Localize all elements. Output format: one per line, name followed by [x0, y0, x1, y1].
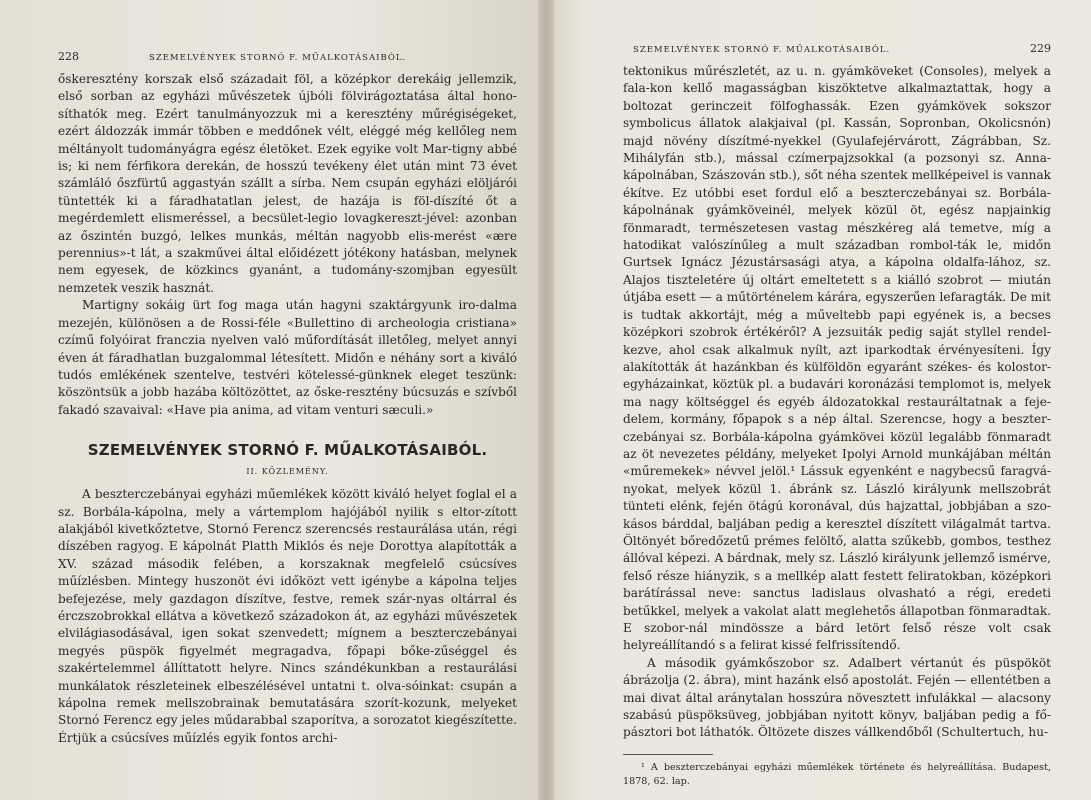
left-paragraph-3: A beszterczebányai egyházi műemlékek között kiváló helyet foglal el a sz. Borbála-kápolna, mely a vártemplom hajójából nyilik s eltor-zított alakjából kivetkőztetve, Stornó Ferencz szerencsés restaurálása után, régi díszében ragyog. E kápolnát Platth Miklós és neje Dorottya alapították a XV. század második felében, a korszaknak megfelelő csúcsíves műízlésben. Mintegy huszonöt évi időközt vett igénybe a kápolna teljes befejezése, mely gazdagon díszítve, festve, remek szár-nyas oltárral és érczszobrokkal ellátva a következő századokon át, az egyházi művészetek elvilágiasodásával, igen sokat szenvedett; mígnem a beszterczebányai megyés püspök figyelmét megragadva, főpapi bőke-zűséggel és szakértelemmel állíttatott helyre. Nincs szándékunkban a restaurálási munkálatok részleteinek elbeszélésével untatni t. olva-sóinkat: csupán a kápolna remek mellszobrainak bemutatására szorít-kozunk, melyeket Stornó Ferencz egy jeles műdarabbal szaporítva, a sorozatot kiegészítette. Értjük a csúcsíves műízlés egyik fontos archi- — [58, 487, 517, 745]
left-page-number: 228 — [58, 50, 79, 63]
section-subtitle: II. KÖZLEMÉNY. — [246, 467, 329, 477]
right-paragraph-2: A második gyámkőszobor sz. Adalbert vértanút és püspököt ábrázolja (2. ábra), mint hazánk első apostolát. Fején — ellentétben a mai divat által aránytalan hosszúra növesztett infulákkal — alacsony szabású püspöksüveg, jobbjában nyitott könyv, baljában pedig a fő-pásztori bot láthatók. Öltözete diszes vállkendőből (Schultertuch, hu- — [623, 655, 1051, 740]
book-gutter — [538, 0, 554, 800]
right-paragraph-1: tektonikus műrészletét, az u. n. gyámköveket (Consoles), melyek a fala-kon kellő magasságban kiszöktetve alkalmaztattak, hogy a boltozat gerinczeit fölfoghassák. Ezen gyámkövek sokszor symbolicus állatok alakjaival (pl. Kassán, Sopronban, Okolicsnón) majd növény díszítmé-nyekkel (Gyulafejérvárott, Zágrábban, Sz. Mihályfán stb.), mással czímerpajzsokkal (a pozsonyi sz. Anna-kápolnában, Szászován stb.), sőt néha szentek mellképeivel is vannak ékítve. Ez utóbbi eset fordul elő a beszterczebányai sz. Borbála-kápolnának gyámköveinél, melyek közül öt, egész napjainkig fönmaradt, természetesen vastag mészkéreg alá temetve, míg a hatodikat valószínűleg a mult században rombol-ták le, midőn Gurtsek Ignácz Jézustársasági atya, a kápolna oldalfa-lához, sz. Alajos tiszteletére új oltárt emeltetett s a kiálló szobrot — miután útjába esett — a műtörténelem kárára, egyszerűen lefaragták. De mit is tudtak akkortájt, még a műveltebb papi egyének is, a becses középkori szobrok értékéről? A jezsuiták pedig saját styllel rendel-kezve, ahol csak alkalmuk nyílt, azt iparkodtak érvényesíteni. Így alakították át hazánkban és külföldön egyaránt székes- és kolostor-egyházainkat, köztük pl. a budavári koronázási templomot is, melyek ma nagy költséggel és egyéb áldozatokkal restauráltatnak a feje-delem, kormány, főpapok s a nép által. Szerencse, hogy a beszter-czebányai sz. Borbála-kápolna gyámkövei közül legalább fönmaradt az öt nevezetes példány, melyeket Ipolyi Arnold munkájában méltán «műremekek» névvel jelöl.¹ Lássuk egyenként e nagybecsű faragvá-nyokat, melyek közül 1. ábránk sz. László királyunk mellszobrát tünteti elénk, fején ötágú koronával, dús hajzattal, jobbjában a szo-kásos bárddal, baljában pedig a keresztel díszített világalmát tartva. Öltönyét bőredőzetű prémes felöltő, alatta szűkebb, gombos, testhez állóval képezi. A bárdnak, mely sz. László királyunk jellemző ismérve, felső része hiányzik, s a mellkép alatt festett feliratokban, középkori barátírással neve: sanctus ladislaus olvasható a régi, eredeti betűkkel, melyek a vakolat alatt meglehetős állapotban fönmaradtak. E szobor-nál mindössze a bárd letört felső része volt csak helyreállítandó s a felirat kissé felfrissítendő. — [623, 64, 1051, 653]
left-page — [0, 0, 545, 800]
right-page — [545, 0, 1091, 800]
left-paragraph-2: Martigny sokáig ürt fog maga után hagyni szaktárgyunk iro-dalma mezején, különösen a de Rossi-féle «Bullettino di archeologia cristiana» czímű folyóirat franczia nyelven való műfordítását illetőleg, melyet annyi éven át fáradhatlan buzgalommal létesített. Midőn e néhány sort a kiváló tudós emlékének szentelve, testvéri kötelessé-günknek eleget teszünk: köszöntsük a jobb hazába költözöttet, az őske-resztény búcsuzás e szívből fakadó szavaival: «Have pia anima, ad vitam venturi sæculi.» — [58, 298, 517, 417]
right-running-head — [623, 42, 1051, 55]
footnote: ¹ A beszterczebányai egyházi műemlékek története és helyreállítása. Budapest, 1878, 62. lap. — [623, 761, 1051, 787]
left-running-title: SZEMELVÉNYEK STORNÓ F. MŰALKOTÁSAIBÓL. — [149, 53, 407, 63]
section-title: SZEMELVÉNYEK STORNÓ F. MŰALKOTÁSAIBÓL. — [87, 441, 488, 460]
right-running-title: SZEMELVÉNYEK STORNÓ F. MŰALKOTÁSAIBÓL. — [633, 45, 891, 55]
left-running-head — [58, 50, 517, 63]
right-page-number: 229 — [1030, 42, 1051, 55]
left-paragraph-1: őskeresztény korszak első századait föl, a középkor derekáig jellemzik, első sorban az egyházi művészetek újbóli fölvirágoztatása által hono-síthatók meg. Ezért tanulmányozzuk mi a keresztény műrégiségeket, ezért áldozzák immár többen e meddőnek vélt, eléggé még kellőleg nem méltányolt tudományágra egész életöket. Ezek egyike volt Mar-tigny abbé is; ki nem férfikora derekán, de hosszú tevékeny élet után mint 73 évet számláló őszfürtű aggastyán szállt a sírba. Nem csupán egyházi elöljárói tüntették ki a fáradhatatlan jelest, de hazája is föl-díszíté őt a megérdemlett elismeréssel, a becsület-legio lovagkereszt-jével: azonban az őszintén buzgó, lelkes munkás, méltán nagyobb elis-merést «ære perennius»-t lát, a szakművei által előidézett jótékony hatásban, melynek nem egyesek, de közkincs gyanánt, a tudomány-szomjban egyesült nemzetek veszik hasznát. — [58, 72, 517, 295]
footnote-rule — [623, 754, 713, 755]
